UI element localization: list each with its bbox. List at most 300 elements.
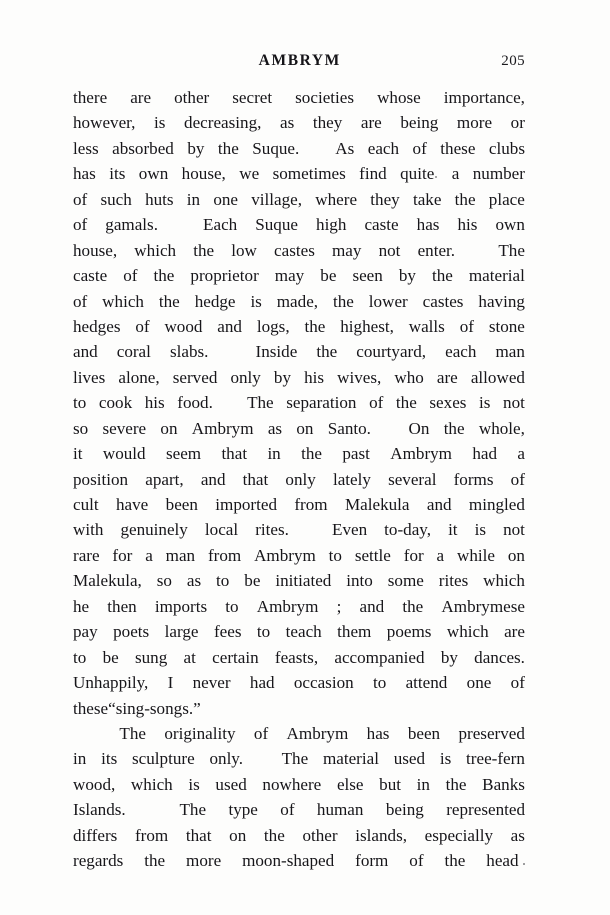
word: regards: [73, 851, 124, 871]
paragraph-originality: [73, 724, 525, 877]
word: and: [73, 342, 98, 362]
text-line: [73, 317, 525, 342]
word: sung: [134, 647, 168, 667]
word: been: [165, 495, 198, 514]
word: proprietor: [190, 266, 259, 286]
text-line: [73, 215, 525, 240]
word: its: [109, 164, 126, 184]
word: to: [328, 545, 342, 565]
text-line: [73, 470, 525, 495]
word: who: [394, 367, 424, 387]
word: Suque.: [252, 138, 300, 158]
word: had: [472, 444, 498, 464]
word: has: [366, 723, 390, 743]
word: by: [398, 266, 416, 286]
text-line: [73, 444, 525, 469]
word: to: [225, 596, 239, 616]
word: of: [123, 266, 138, 286]
word: as: [510, 825, 525, 845]
word: feasts,: [274, 647, 319, 667]
word: material: [322, 749, 379, 769]
word: at: [183, 647, 196, 667]
word: of: [510, 469, 525, 489]
word: Banks: [482, 774, 525, 794]
word: from: [134, 825, 169, 845]
word: so: [73, 418, 89, 438]
word: imports: [154, 596, 208, 616]
paragraph-continued: [73, 88, 525, 724]
word: head: [486, 851, 525, 871]
word: gamals.: [105, 215, 158, 235]
word: the: [153, 266, 175, 286]
word: not: [503, 393, 525, 413]
text-line: [73, 622, 525, 647]
text-line: [73, 113, 525, 138]
word: has: [416, 215, 440, 235]
word: On: [408, 418, 430, 438]
word: never: [192, 673, 231, 693]
word: be: [244, 571, 261, 591]
text-line: [73, 368, 525, 393]
word: to: [216, 571, 230, 591]
word: of: [135, 316, 150, 336]
word: these: [73, 698, 109, 718]
word: and: [359, 596, 385, 616]
word: is: [188, 774, 200, 794]
word: is: [439, 749, 452, 769]
word: castes: [422, 291, 464, 311]
word: sexes: [429, 393, 467, 413]
word: lives: [73, 367, 106, 387]
text-line: [73, 241, 525, 266]
word: fees: [213, 622, 242, 642]
word: not: [378, 240, 401, 260]
word: of: [409, 851, 424, 871]
text-line: [73, 520, 525, 545]
word: originality: [164, 723, 236, 743]
word: differs: [73, 825, 118, 845]
word: past: [342, 444, 370, 464]
text-line: [73, 292, 525, 317]
word: of: [459, 316, 474, 336]
word: as: [186, 571, 202, 591]
word: type: [228, 800, 258, 820]
word: that: [242, 469, 269, 489]
word: into: [346, 571, 373, 591]
body-text: [73, 88, 525, 877]
word: that: [221, 444, 248, 464]
word: is: [154, 113, 166, 133]
word: Each: [203, 215, 238, 235]
text-line: [73, 571, 525, 596]
word: to: [256, 622, 271, 642]
word: the: [304, 316, 326, 336]
word: had: [249, 673, 275, 693]
word: quite: [400, 164, 438, 184]
word: which: [134, 240, 177, 260]
word: severe: [102, 418, 147, 438]
word: used: [393, 749, 426, 769]
word: position: [73, 469, 129, 489]
word: such: [100, 189, 132, 209]
word: nowhere: [262, 774, 322, 794]
word: be: [320, 266, 337, 286]
word: forms: [453, 469, 494, 489]
text-line: [73, 826, 525, 851]
word: alone,: [118, 367, 160, 387]
word: house,: [181, 164, 226, 184]
word: which: [483, 571, 525, 591]
word: Ambrym: [254, 545, 316, 565]
word: mingled: [468, 495, 525, 514]
word: in: [416, 774, 430, 794]
word: they: [312, 113, 343, 133]
word: they: [370, 189, 400, 209]
text-line: [73, 164, 525, 189]
word: having: [478, 291, 525, 311]
word: while: [457, 545, 495, 565]
word: coral: [116, 342, 151, 362]
word: used: [215, 774, 247, 794]
word: the: [444, 851, 466, 871]
word: are: [436, 367, 458, 387]
word: a: [145, 545, 153, 565]
text-line: [73, 673, 525, 698]
word: societies: [295, 88, 355, 107]
word: sometimes: [272, 164, 346, 184]
word: in: [186, 189, 201, 209]
word: caste: [73, 266, 108, 286]
word: Santo.: [327, 418, 371, 438]
word: take: [412, 189, 442, 209]
word: on: [229, 825, 247, 845]
word: from: [207, 545, 242, 565]
word: with: [73, 520, 104, 540]
word: food.: [177, 393, 213, 413]
word: Ambrym: [390, 444, 452, 464]
word: high: [316, 215, 347, 235]
word: The: [179, 800, 207, 820]
word: cook: [98, 393, 133, 413]
word: being: [385, 800, 424, 820]
word: Even: [332, 520, 368, 540]
word: dances.: [474, 647, 525, 667]
word: or: [510, 113, 525, 133]
word: whole,: [478, 418, 525, 438]
text-line: [73, 266, 525, 291]
word: as: [280, 113, 295, 133]
word: occasion: [293, 673, 354, 693]
word: and: [217, 316, 242, 336]
word: his: [304, 367, 325, 387]
text-line: [73, 419, 525, 444]
word: not: [503, 520, 525, 540]
word: of: [73, 215, 88, 235]
word: seen: [352, 266, 383, 286]
word: then: [107, 596, 137, 616]
word: allowed: [470, 367, 525, 387]
word: place: [488, 189, 525, 209]
word: are: [504, 622, 525, 642]
text-line: [73, 597, 525, 622]
word: more: [456, 113, 493, 133]
text-line: [73, 139, 525, 164]
word: Ambrym: [191, 418, 254, 438]
word: decreasing,: [184, 113, 262, 133]
text-line: [73, 699, 525, 724]
word: however,: [73, 113, 136, 133]
word: especially: [424, 825, 493, 845]
word: rites.: [255, 520, 289, 540]
word: cult: [73, 495, 99, 514]
word: The: [281, 749, 309, 769]
word: for: [112, 545, 133, 565]
word: find: [359, 164, 387, 184]
word: the: [445, 774, 467, 794]
word: attend: [405, 673, 448, 693]
word: some: [387, 571, 424, 591]
word: may: [332, 240, 362, 260]
word: he: [73, 596, 90, 616]
word: of: [280, 800, 295, 820]
word: man: [165, 545, 196, 565]
word: more: [186, 851, 222, 871]
word: only: [230, 367, 261, 387]
word: only.: [209, 749, 244, 769]
word: may: [274, 266, 305, 286]
text-line: [73, 800, 525, 825]
word: poets: [113, 622, 150, 642]
word: teach: [285, 622, 322, 642]
word: other: [174, 88, 210, 107]
word: to-day,: [384, 520, 432, 540]
word: it: [448, 520, 458, 540]
word: wives,: [337, 367, 382, 387]
word: material: [468, 266, 525, 286]
word: to: [372, 673, 387, 693]
word: of: [412, 138, 427, 158]
word: Malekula,: [73, 571, 142, 591]
word: them: [337, 622, 372, 642]
word: stone: [488, 316, 525, 336]
word: which: [130, 774, 173, 794]
word: the: [301, 444, 322, 464]
word: is: [479, 393, 491, 413]
word: ;: [336, 596, 342, 616]
word: “: [108, 698, 116, 718]
running-head: [73, 52, 525, 76]
word: in: [73, 749, 87, 769]
word: lately: [332, 469, 371, 489]
word: each: [445, 342, 477, 362]
word: human: [316, 800, 364, 820]
word: importance,: [443, 88, 525, 107]
faint-terminal-period: [523, 863, 525, 865]
text-line: [73, 495, 525, 520]
word: house,: [73, 240, 118, 260]
word: are: [360, 113, 382, 133]
word: settle: [354, 545, 391, 565]
word: Unhappily,: [73, 673, 149, 693]
word: the: [402, 596, 424, 616]
word: one: [466, 673, 492, 693]
word: a: [517, 444, 525, 464]
running-head-title: AMBRYM: [258, 52, 341, 69]
word: less: [73, 138, 99, 158]
word: the: [217, 138, 239, 158]
word: hedge: [194, 291, 236, 311]
word: apart,: [145, 469, 184, 489]
page-number: 205: [501, 53, 525, 69]
word: on: [507, 545, 525, 565]
word: hedges: [73, 316, 121, 336]
word: on: [296, 418, 314, 438]
word: low: [231, 240, 257, 260]
word: where: [315, 189, 358, 209]
word: these: [440, 138, 476, 158]
word: several: [388, 469, 437, 489]
text-line: [73, 648, 525, 673]
word: made,: [276, 291, 319, 311]
word: certain: [212, 647, 259, 667]
word: there: [73, 88, 108, 107]
word: Islands.: [73, 800, 126, 820]
word: pay: [73, 622, 98, 642]
word: The: [247, 393, 274, 413]
word: and: [426, 495, 452, 514]
word: being: [400, 113, 439, 133]
scan-speck: [435, 176, 437, 178]
word: huts: [145, 189, 174, 209]
word: Ambrym: [286, 723, 349, 743]
word: the: [193, 240, 215, 260]
word: been: [407, 723, 441, 743]
word: own: [495, 215, 525, 235]
word: the: [454, 189, 476, 209]
word: which: [102, 291, 144, 311]
word: have: [116, 495, 149, 514]
word: a: [436, 545, 445, 565]
word: of: [73, 189, 88, 209]
text-line: [73, 724, 525, 749]
word: courtyard,: [356, 342, 427, 362]
word: it: [73, 444, 83, 464]
word: is: [250, 291, 262, 311]
word: by: [273, 367, 292, 387]
word: local: [204, 520, 239, 540]
word: the: [144, 851, 166, 871]
word: the: [395, 393, 417, 413]
word: own: [138, 164, 169, 184]
word: whose: [377, 88, 421, 107]
word: would: [102, 444, 146, 464]
word: the: [332, 291, 354, 311]
word: of: [369, 393, 384, 413]
word: wood: [164, 316, 203, 336]
word: as: [267, 418, 283, 438]
word: genuinely: [120, 520, 188, 540]
word: are: [130, 88, 152, 107]
word: separation: [286, 393, 357, 413]
word: man: [495, 342, 525, 362]
word: wood,: [73, 774, 116, 794]
word: Suque: [255, 215, 298, 235]
word: of: [510, 673, 525, 693]
word: in: [267, 444, 281, 464]
word: of: [73, 291, 88, 311]
word: by: [187, 138, 205, 158]
word: walls: [408, 316, 445, 336]
word: secret: [232, 88, 273, 107]
word: poems: [386, 622, 432, 642]
text-line: [73, 88, 525, 113]
word: for: [403, 545, 424, 565]
word: sculpture: [132, 749, 195, 769]
word: Inside: [255, 342, 298, 362]
text-line: [73, 190, 525, 215]
word: large: [164, 622, 199, 642]
word: which: [446, 622, 489, 642]
word: his: [457, 215, 478, 235]
word: absorbed: [112, 138, 174, 158]
word: each: [367, 138, 400, 158]
text-line: [73, 749, 525, 774]
word: is: [474, 520, 487, 540]
text-line: [73, 546, 525, 571]
word: to: [73, 647, 87, 667]
word: As: [335, 138, 355, 158]
word: from: [294, 495, 328, 514]
word: else: [336, 774, 364, 794]
word: accompanied: [334, 647, 425, 667]
word: to: [73, 393, 87, 413]
word: one: [213, 189, 239, 209]
word: moon-shaped: [242, 851, 335, 871]
word: form: [355, 851, 389, 871]
word: The: [498, 240, 525, 260]
word: and: [200, 469, 226, 489]
word: rare: [73, 545, 100, 565]
word: Ambrym: [256, 596, 319, 616]
word: by: [440, 647, 458, 667]
word: on: [160, 418, 178, 438]
word: preserved: [458, 723, 525, 743]
word: sing-songs.”: [115, 698, 201, 718]
word: clubs: [488, 138, 525, 158]
word: only: [285, 469, 316, 489]
word: imported: [215, 495, 277, 514]
word: rites: [438, 571, 469, 591]
word: his: [144, 393, 165, 413]
word: tree-fern: [466, 749, 525, 769]
word: number: [472, 164, 525, 184]
word: the: [443, 418, 465, 438]
word: village,: [251, 189, 303, 209]
word: I: [167, 673, 174, 693]
text-line: [73, 775, 525, 800]
word: logs,: [256, 316, 290, 336]
word: a: [451, 164, 460, 184]
word: caste: [364, 215, 399, 235]
word: other: [302, 825, 338, 845]
word: so: [156, 571, 172, 591]
word: the: [316, 342, 338, 362]
text-line: [73, 851, 525, 876]
word: the: [431, 266, 453, 286]
text-line: [73, 393, 525, 418]
word: has: [73, 164, 96, 184]
word: be: [102, 647, 119, 667]
